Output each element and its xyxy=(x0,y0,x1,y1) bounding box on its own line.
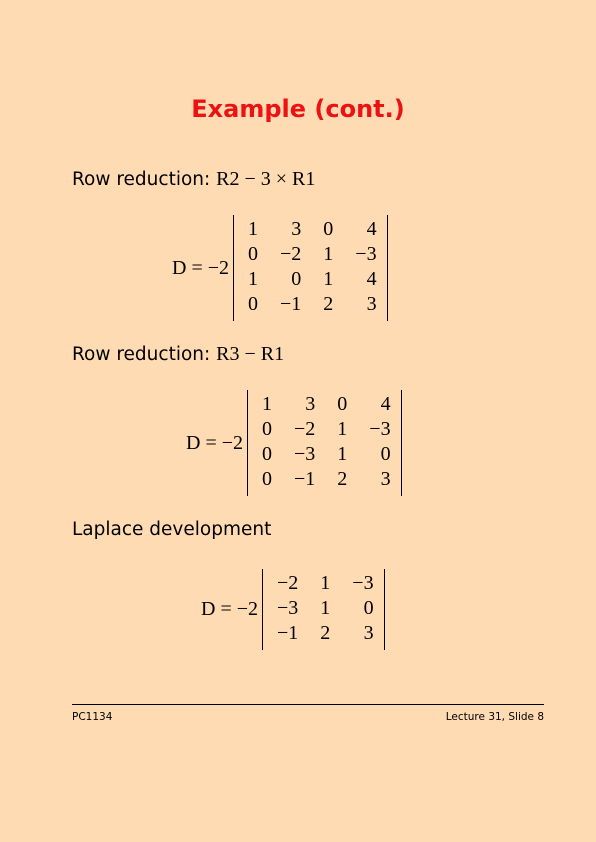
matrix-cell: 3 xyxy=(291,218,302,240)
determinant-1-bars xyxy=(233,215,388,321)
matrix-cell: −1 xyxy=(294,468,316,490)
step-3-heading xyxy=(72,519,271,540)
matrix-cell: −3 xyxy=(277,597,299,619)
matrix-row xyxy=(262,392,391,417)
matrix-cell: 2 xyxy=(323,293,334,315)
matrix-row xyxy=(262,442,391,467)
matrix-cell: 0 xyxy=(262,418,273,440)
matrix-cell: 4 xyxy=(366,218,377,240)
matrix-row xyxy=(248,242,377,267)
footer-divider xyxy=(72,704,544,705)
matrix-cell: 0 xyxy=(323,218,334,240)
step-3-label: Laplace development xyxy=(72,519,272,540)
matrix-cell: 3 xyxy=(363,622,374,644)
matrix-cell: −3 xyxy=(352,572,374,594)
matrix-cell: 2 xyxy=(320,622,331,644)
matrix-cell: 3 xyxy=(305,393,316,415)
matrix-row xyxy=(262,467,391,492)
determinant-1 xyxy=(172,215,388,321)
footer-slide-info: Lecture 31, Slide 8 xyxy=(445,711,544,723)
matrix-cell: 0 xyxy=(248,293,259,315)
matrix-cell: −1 xyxy=(280,293,302,315)
step-2-label: Row reduction: xyxy=(72,344,211,365)
slide-title: Example (cont.) xyxy=(191,95,405,123)
matrix-cell: 1 xyxy=(337,443,348,465)
matrix-cell: −3 xyxy=(369,418,391,440)
matrix-cell: −1 xyxy=(277,622,299,644)
matrix-cell: 1 xyxy=(262,393,273,415)
matrix-cell: 1 xyxy=(320,597,331,619)
matrix-cell: 3 xyxy=(380,468,391,490)
matrix-cell: 0 xyxy=(262,443,273,465)
matrix-cell: −2 xyxy=(294,418,316,440)
determinant-1-lhs: D = −2 xyxy=(172,256,230,279)
matrix-cell: 0 xyxy=(380,443,391,465)
matrix-cell: 2 xyxy=(337,468,348,490)
matrix-row xyxy=(248,267,377,292)
footer-course-code: PC1134 xyxy=(72,711,113,723)
matrix-cell: 0 xyxy=(248,243,259,265)
matrix-cell: 0 xyxy=(262,468,273,490)
matrix-cell: −3 xyxy=(355,243,377,265)
determinant-2 xyxy=(186,390,402,496)
determinant-3-bars xyxy=(262,569,385,650)
step-1-heading xyxy=(72,168,315,191)
matrix-cell: 0 xyxy=(337,393,348,415)
matrix-cell: 0 xyxy=(291,268,302,290)
determinant-3-lhs: D = −2 xyxy=(201,598,259,620)
matrix-row xyxy=(277,596,374,621)
determinant-2-lhs: D = −2 xyxy=(186,431,244,454)
matrix-cell: 4 xyxy=(366,268,377,290)
matrix-row xyxy=(277,621,374,646)
matrix-cell: −2 xyxy=(280,243,302,265)
determinant-3 xyxy=(201,569,385,650)
step-2-heading xyxy=(72,343,284,366)
matrix-cell: −3 xyxy=(294,443,316,465)
determinant-3-matrix xyxy=(277,571,374,646)
matrix-row xyxy=(277,571,374,596)
matrix-cell: 4 xyxy=(380,393,391,415)
step-1-math: R2 − 3 × R1 xyxy=(216,168,316,190)
step-1-label: Row reduction: xyxy=(72,169,211,190)
matrix-cell: −2 xyxy=(277,572,299,594)
matrix-cell: 1 xyxy=(323,243,334,265)
determinant-2-matrix xyxy=(262,392,391,492)
determinant-2-bars xyxy=(247,390,402,496)
matrix-cell: 1 xyxy=(337,418,348,440)
matrix-row xyxy=(262,417,391,442)
matrix-row xyxy=(248,217,377,242)
matrix-cell: 3 xyxy=(366,293,377,315)
step-2-math: R3 − R1 xyxy=(216,343,285,365)
matrix-row xyxy=(248,292,377,317)
matrix-cell: 1 xyxy=(248,268,259,290)
matrix-cell: 1 xyxy=(248,218,259,240)
matrix-cell: 1 xyxy=(320,572,331,594)
determinant-1-matrix xyxy=(248,217,377,317)
matrix-cell: 1 xyxy=(323,268,334,290)
matrix-cell: 0 xyxy=(363,597,374,619)
